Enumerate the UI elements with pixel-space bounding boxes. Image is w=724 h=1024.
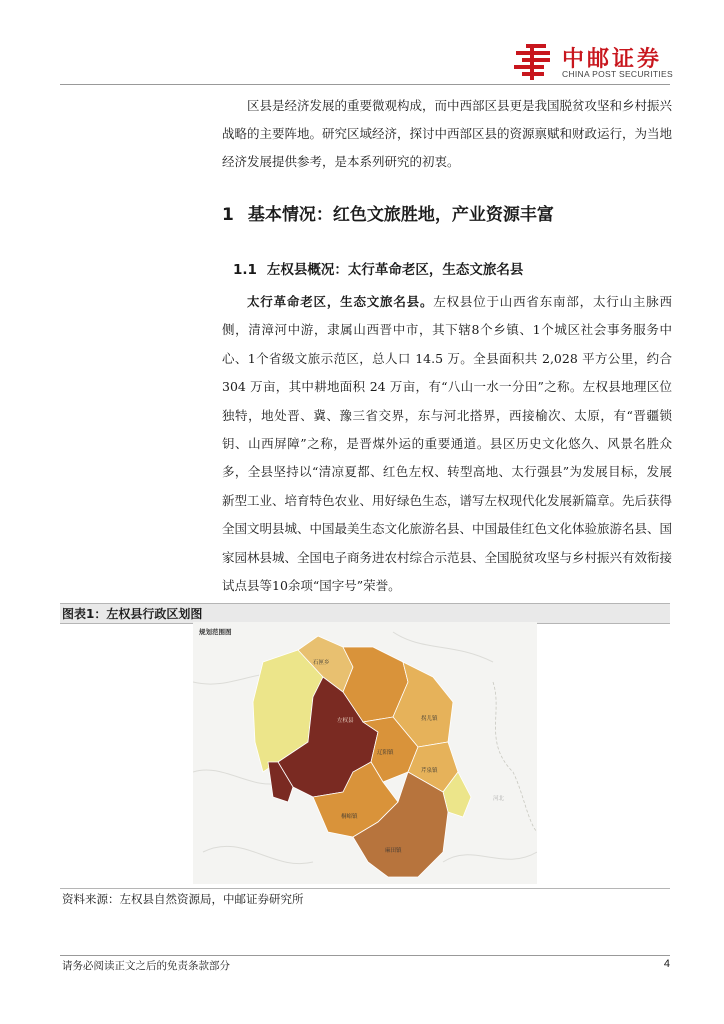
label-north: 石匣乡 [313, 660, 330, 666]
section-heading-1 [222, 200, 554, 225]
map-title: 规划范围图 [199, 628, 232, 636]
label-east: 拐儿镇 [421, 716, 438, 722]
label-hebei: 河北 [493, 796, 505, 802]
subsection-title: 左权县概况：太行革命老区，生态文旅名县 [266, 262, 524, 278]
header-divider [60, 84, 670, 85]
footer-divider [60, 955, 670, 956]
label-county-seat: 左权县 [337, 718, 354, 724]
section-title: 基本情况：红色文旅胜地，产业资源丰富 [247, 205, 554, 225]
body-lead: 太行革命老区，生态文旅名县。 [247, 294, 434, 309]
source-note: 资料来源：左权县自然资源局，中邮证券研究所 [62, 892, 304, 906]
label-south: 桐峪镇 [341, 814, 358, 820]
label-southeast: 芹泉镇 [421, 768, 438, 774]
administrative-map [193, 622, 537, 884]
brand-logo [512, 40, 672, 85]
map-svg [193, 622, 537, 884]
footer-disclaimer: 请务必阅读正文之后的免责条款部分 [62, 960, 230, 972]
china-post-logo-icon [512, 42, 554, 82]
brand-name-cn: 中邮证券 [562, 47, 663, 72]
body-paragraph [222, 288, 672, 600]
figure-caption: 图表1：左权县行政区划图 [62, 607, 203, 621]
brand-name-en: CHINA POST SECURITIES [562, 69, 673, 79]
label-far-south: 麻田镇 [385, 848, 402, 854]
intro-paragraph: 区县是经济发展的重要微观构成，而中西部区县更是我国脱贫攻坚和乡村振兴战略的主要阵地。研究区域经济，探讨中西部区县的资源禀赋和财政运行，为当地经济发展提供参考，是本系列研究的初衷。 [222, 98, 673, 169]
page-number: 4 [663, 958, 670, 970]
subsection-number: 1.1 [233, 262, 257, 278]
label-center: 辽阳镇 [377, 750, 394, 756]
section-heading-1-1 [233, 258, 523, 278]
section-number: 1 [222, 205, 234, 225]
source-divider [60, 888, 670, 889]
body-text: 左权县位于山西省东南部，太行山主脉西侧，清漳河中游，隶属山西晋中市，其下辖8个乡镇、1个城区社会事务服务中心、1个省级文旅示范区，总人口 14.5 万。全县面积共 2,028 平方公里，约合 304 万亩，其中耕地面积 24 万亩，有“八山一水一分田”之称。左权县地理区位独特，地处晋、冀、豫三省交界，东与河北搭界，西接榆次、太原，有“晋疆锁钥、山西屏障”之称，是晋煤外运的重要通道。县区历史文化悠久、风景名胜众多，全县坚持以“清凉夏都、红色左权、转型高地、太行强县”为发展目标，发展新型工业、培育特色农业、用好绿色生态，谱写左权现代化发展新篇章。先后获得全国文明县城、中国最美生态文化旅游名县、中国最佳红色文化体验旅游名县、国家园林县城、全国电子商务进农村综合示范县、全国脱贫攻坚与乡村振兴有效衔接试点县等10余项“国字号”荣誉。 [222, 294, 673, 594]
